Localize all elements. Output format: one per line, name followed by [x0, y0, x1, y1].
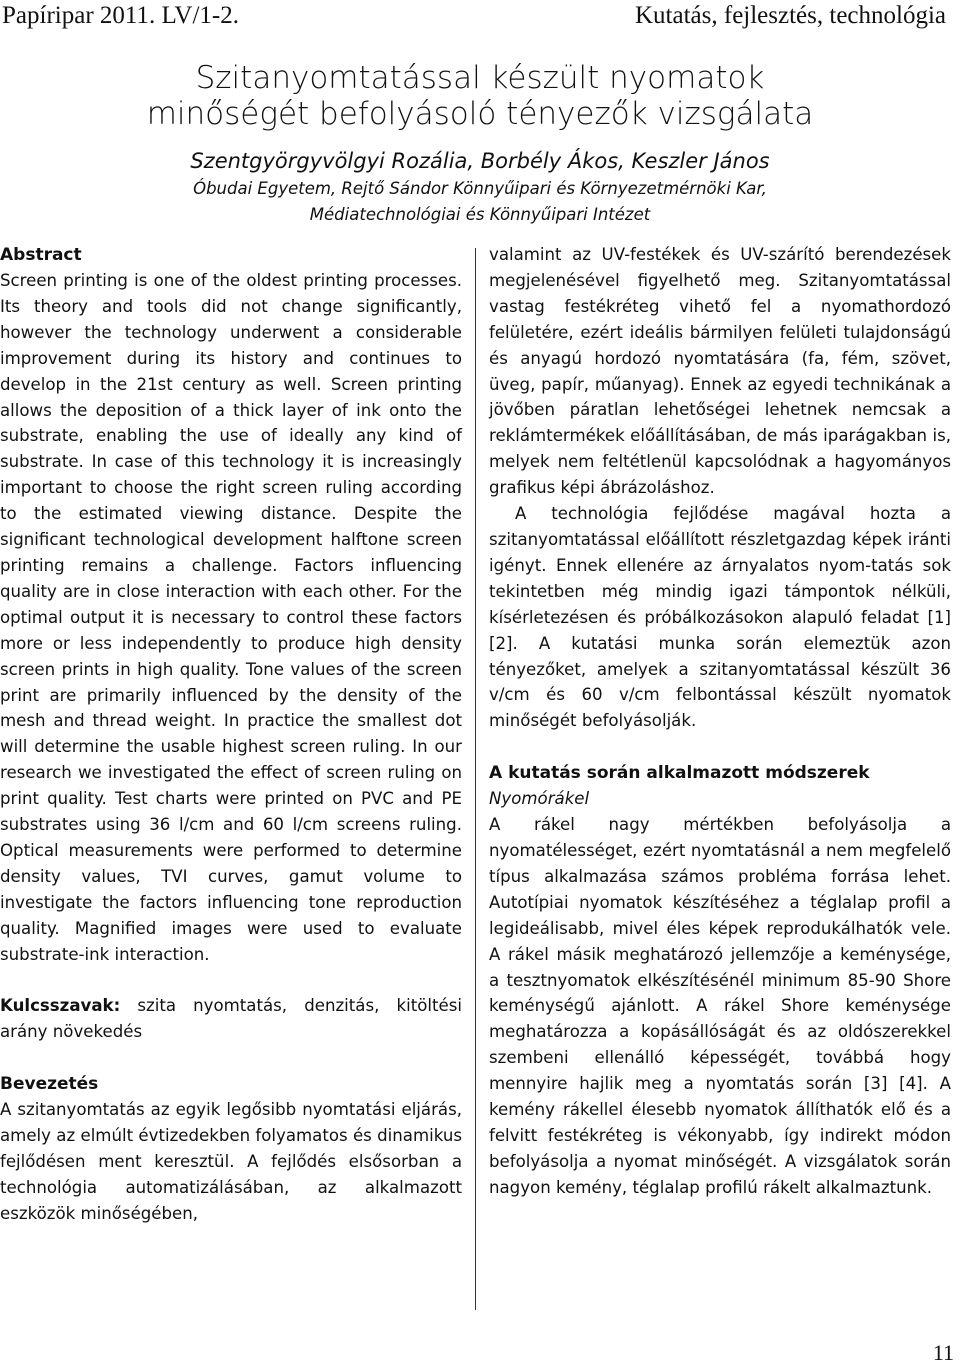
column-divider	[475, 248, 476, 1310]
title-line-2: minőségét befolyásoló tényezők vizsgálata	[146, 96, 814, 132]
article-title	[0, 60, 960, 132]
affiliation-line-1: Óbudai Egyetem, Rejtő Sándor Könnyűipari és Környezetmérnöki Kar,	[193, 179, 767, 198]
methods-subheading: Nyomórákel	[489, 789, 590, 809]
intro-text-left: A szitanyomtatás az egyik legősibb nyomtatási eljárás, amely az elmúlt évtizedekben folyamatos és dinamikus fejlődésen ment keresztül. A fejlődés elsősorban a technológia automatizálásában, az alkalmazott eszközök minőségében,	[0, 1100, 462, 1223]
keywords-label: Kulcsszavak:	[0, 996, 121, 1016]
keywords-text: szita nyomtatás, denzitás, kitöltési arány növekedés	[0, 996, 462, 1042]
abstract-text: Screen printing is one of the oldest printing processes. Its theory and tools did not change significantly, however the technology underwent a considerable improvement during its history and continues to develop in the 21st century as well. Screen printing allows the deposition of a thick layer of ink onto the substrate, enabling the use of ideally any kind of substrate. In case of this technology it is increasingly important to choose the right screen ruling according to the estimated viewing distance. Despite the significant technological development halftone screen printing remains a challenge. Factors influencing quality are in close interaction with each other. For the optimal output it is necessary to control these factors more or less independently to produce high density screen prints in high quality. Tone values of the screen print are primarily influenced by the density of the mesh and thread weight. In practice the smallest dot will determine the usable highest screen ruling. In our research we investigated the effect of screen ruling on print quality. Test charts were printed on PVC and PE substrates using 36 l/cm and 60 l/cm screens ruling. Optical measurements were performed to determine density values, TVI curves, gamut volume to investigate the factors influencing tone reproduction quality. Magnified images were used to evaluate substrate-ink interaction.	[0, 271, 462, 964]
methods-heading: A kutatás során alkalmazott módszerek	[489, 763, 870, 784]
authors: Szentgyörgyvölgyi Rozália, Borbély Ákos, Keszler János	[190, 149, 770, 173]
journal-header: Papíripar 2011. LV/1-2.	[2, 2, 240, 29]
title-line-1: Szitanyomtatással készült nyomatok	[195, 60, 765, 96]
methods-text: A rákel nagy mértékben befolyásolja a nyomatélességet, ezért nyomtatásnál a nem megfelelő típus alkalmazása számos probléma forrása lehet. Autotípiai nyomatok készítéséhez a téglalap profil a legideálisabb, mivel éles képek reprodukálhatók vele. A rákel másik meghatározó jellemzője a keménysége, a tesztnyomatok elkészítésénél minimum 85-90 Shore keménységű ajánlott. A rákel Shore keménysége meghatározza a kopásállóságát és az oldószerekkel szembeni ellenálló képességét, továbbá hogy mennyire hajlik meg a nyomtatás során [3] [4]. A kemény rákellel élesebb nyomatok állíthatók elő és a felvitt festékréteg is vékonyabb, így indirekt módon befolyásolja a nyomat minőségét. A vizsgálatok során nagyon kemény, téglalap profilú rákelt alkalmaztunk.	[489, 815, 951, 1197]
abstract-heading: Abstract	[0, 245, 82, 265]
keywords	[0, 993, 462, 1045]
affiliation	[0, 176, 960, 228]
section-header: Kutatás, fejlesztés, technológia	[635, 2, 946, 29]
intro-paragraph-2: A technológia fejlődése magával hozta a szitanyomtatással előállított részletgazdag képek iránti igényt. Ennek ellenére az árnyalatos nyom-tatás sok tekintetben még mindig igazi támpontok nélküli, kísérletezésen és próbálkozásokon alapuló feladat [1] [2]. A kutatási munka során elemeztük azon tényezőket, amelyek a szitanyomtatással készült 36 v/cm és 60 v/cm felbontással készült nyomatok minőségét befolyásolják.	[489, 504, 951, 731]
affiliation-line-2: Médiatechnológiai és Könnyűipari Intézet	[309, 205, 651, 224]
intro-text-right: valamint az UV-festékek és UV-szárító berendezések megjelenésével figyelhető meg. Szitanyomtatással vastag festékréteg vihető fel a nyomathordozó felületére, ezért ideális bármilyen felületi tulajdonságú és anyagú hordozó nyomtatására (fa, fém, szövet, üveg, papír, műanyag). Ennek az egyedi technikának a jövőben páratlan lehetőségei lehetnek nemcsak a reklámtermékek előállításában, de más iparágakban is, melyek nem feltétlenül kapcsolódnak a hagyományos grafikus képi ábrázoláshoz.	[489, 245, 951, 498]
page-number: 11	[932, 1340, 954, 1365]
right-column	[489, 242, 951, 1201]
left-column	[0, 242, 462, 1227]
intro-heading: Bevezetés	[0, 1074, 99, 1095]
